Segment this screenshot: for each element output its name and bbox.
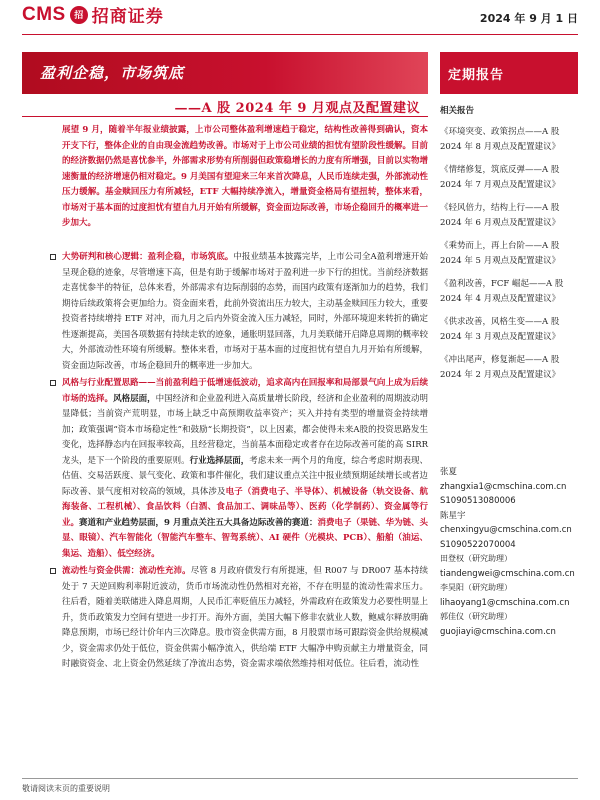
footer-note: 敬请阅读末页的重要说明 <box>22 784 110 793</box>
logo-seal-icon: 招 <box>70 6 88 24</box>
summary-paragraph: 展望 9 月，随着半年报业绩披露，上市公司整体盈利增速趋于稳定，结构性改善得到确认，资本开支下行，整体企业的自由现金流趋势改善。市场对于上市公司业绩的担忧有望阶段性缓解。目前的经济数据仍然是喜忧参半，外部需求形势有所削弱但政策稳增长的力度有所增强，目前以实物增速衡量的经济增速仍相对稳定。9 月美国有望迎来三年来首次降息，人民币连续走强，外部流动性压力缓解。基金赎回压力有所减轻，ETF 大幅持续净流入，增量资金格局有望扭转，整体来看，市场对于基本面的过度担忧有望自九月开始有所缓解，资金面边际改善，市场企稳回升的概率进一步加大。 <box>62 125 428 228</box>
cms-logo <box>22 2 164 27</box>
bullet-lead: 流动性与资金供需：流动性充沛。 <box>62 566 191 576</box>
analyst-email[interactable]: tiandengwei@cmschina.com.cn <box>440 568 575 579</box>
report-date: 2024 年 9 月 1 日 <box>479 12 578 25</box>
related-report[interactable] <box>440 277 578 306</box>
analyst-email[interactable]: guojiayi@cmschina.com.cn <box>440 626 556 637</box>
analyst-name: 陈星宇 <box>440 510 466 521</box>
page-header <box>0 0 600 40</box>
sidebar <box>440 52 578 382</box>
bullet-square-icon <box>50 254 56 260</box>
analyst-name: 李昊阳（研究助理） <box>440 583 512 592</box>
bullet-emphasis: 风格层面， <box>113 393 156 404</box>
bullet-square-icon <box>50 380 56 386</box>
related-report-title[interactable]: 《环境突变、政策拐点——A 股 2024 年 8 月观点及配置建议》 <box>440 127 561 152</box>
title-banner <box>22 52 428 94</box>
logo-cn-text: 招商证券 <box>91 7 164 27</box>
related-report-title[interactable]: 《冲出尾声，修复渐起——A 股 2024 年 2 月观点及配置建议》 <box>440 355 561 380</box>
sidebar-header <box>440 52 578 94</box>
footer-divider <box>22 778 578 779</box>
related-reports-label: 相关报告 <box>440 106 475 116</box>
related-report-title[interactable]: 《供求改善，风格生变——A 股 2024 年 3 月观点及配置建议》 <box>440 317 561 342</box>
subtitle-divider <box>22 116 428 117</box>
bullet-body: 中报业绩基本披露完毕，上市公司全A盈利增速开始呈现企稳的迹象，尽管增速下高，但是有助于缓解市场对于盈利进一步下行的担忧。当前经济数据走喜忧参半的特征，总体来看，外部需求有边际削弱的态势，而国内政策有逐渐加力的趋势，我们期待后续政策将会更加给力。资金面来看，此前外资流出压力较大，主动基金赎回压力较大，重要投资者持续增持 ETF 对冲，而九月之后内外资金流入压力减轻，同时，外部环境迎来转折的确定性逐渐提高，美国各项数据有持续走软的迹象，通胀明显回落，九月美联储开启降息周期的概率较大，外部流动性环境有所缓解。整体来看，市场对于基本面的过度担忧有望自九月开始有所缓解，资金面边际改善，市场企稳回升的概率进一步加大。 <box>62 252 428 371</box>
bullet-emphasis: 行业选择层面， <box>189 455 250 466</box>
bullet-emphasis: 赛道和产业趋势层面，9 月重点关注五大具备边际改善的赛道： <box>79 517 318 528</box>
analyst-name: 郭佳仪（研究助理） <box>440 612 512 621</box>
bullet-lead: 风格与行业配置思路——当前盈利趋于低增速低波动，追求高内在回报率和局部景气向上成为后续市场的选择。 <box>62 378 428 404</box>
related-report[interactable] <box>440 239 578 268</box>
related-report[interactable] <box>440 201 578 230</box>
header-divider <box>22 34 578 35</box>
bullet-highlight: 电子（消费电子、半导体）、机械设备（轨交设备、航海装备、工程机械）、食品饮料（白酒、食品加工、调味品等）、医药（化学制药）、资金属等行业。 <box>62 486 428 528</box>
bullet-style-industry <box>62 376 428 562</box>
analyst-name: 田登权（研究助理） <box>440 554 512 563</box>
report-title: 盈利企稳，市场筑底 <box>40 64 185 82</box>
bullet-square-icon <box>50 568 56 574</box>
related-report-title[interactable]: 《情绪修复，筑底反弹——A 股 2024 年 7 月观点及配置建议》 <box>440 165 561 190</box>
related-reports-list <box>440 125 578 382</box>
analyst-email[interactable]: zhangxia1@cmschina.com.cn <box>440 481 567 492</box>
bullet-market-view <box>62 250 428 374</box>
related-report[interactable] <box>440 125 578 154</box>
bullet-body: 考虑未来一两个月的角度，综合考虑时期表现、估值、交易活跃度、景气变化、政策和事件催化，我们建议重点关注中报业绩预期延续增长或者边际改善、景气度相对较高的领域，具体涉及 <box>62 455 428 497</box>
sidebar-header-text: 定期报告 <box>448 68 505 83</box>
analyst-list <box>440 465 578 639</box>
analyst-id: S1090522070004 <box>440 539 516 550</box>
related-report-title[interactable]: 《乘势而上，再上台阶——A 股 2024 年 5 月观点及配置建议》 <box>440 241 561 266</box>
bullet-list <box>62 250 428 675</box>
bullet-highlight: 消费电子（果链、华为链、头显、眼镜）、汽车智能化（智能汽车整车、智驾系统）、AI 硬件（光模块、PCB）、船舶（油运、集运、造船）、低空经济。 <box>62 517 428 559</box>
bullet-body: 尽管 8 月政府债发行有所提速，但 R007 与 DR007 基本持续处于 7 天逆回购利率附近波动，货币市场流动性仍然相对充裕，不存在明显的流动性需求压力。往后看，随着美联储进入降息周期，人民币汇率贬值压力减轻，外需政府在政策发力必要性明显上升，货币政策发力空间有望进一步打开。海外方面，美国大幅下修非农就业人数，鲍威尔释放明确降息预期，市场已经计价年内三次降息。股市资金供需方面，8 月股票市场可跟踪资金供给规模减少，资金需求仍处于低位，资金供需小幅净流入，供给端 ETF 大幅净申购贡献主力增量资金，同时融资资金、北上资金仍然延续了净流出态势，资金需求端依然维持相对低位。往后看，流动性 <box>62 566 428 669</box>
logo-cms-text: CMS <box>22 3 66 25</box>
related-report[interactable] <box>440 163 578 192</box>
report-subtitle: ——A 股 2024 年 9 月观点及配置建议 <box>174 101 420 116</box>
analyst-email[interactable]: lihaoyang1@cmschina.com.cn <box>440 597 570 608</box>
analyst-name: 张夏 <box>440 467 458 477</box>
bullet-body: 中国经济和企业盈利进入高质量增长阶段，经济和企业盈利的周期波动明显降低；当前资产荒明显，市场上缺乏中高预期收益率资产；买入并持有类型的增量资金持续增加；政策强调“资本市场稳定性”和鼓励“长期投资”，以上因素，都会使得未来A股的投资思路发生变化，选择静态内在回报率较高，且经营稳定，当前基本面稳定或者存在边际改善可能的高 SIRR 龙头，是下一个阶段的重要原则。 <box>62 393 428 466</box>
analyst-email[interactable]: chenxingyu@cmschina.com.cn <box>440 525 572 535</box>
bullet-lead: 大势研判和核心逻辑：盈利企稳，市场筑底。 <box>62 252 234 262</box>
related-report[interactable] <box>440 315 578 344</box>
related-report[interactable] <box>440 353 578 382</box>
analyst-id: S1090513080006 <box>440 496 516 506</box>
related-report-title[interactable]: 《盈利改善，FCF 崛起——A 股 2024 年 4 月观点及配置建议》 <box>440 279 564 304</box>
related-report-title[interactable]: 《轻风倍力，结构上行——A 股 2024 年 6 月观点及配置建议》 <box>440 203 561 228</box>
bullet-liquidity <box>62 564 428 673</box>
